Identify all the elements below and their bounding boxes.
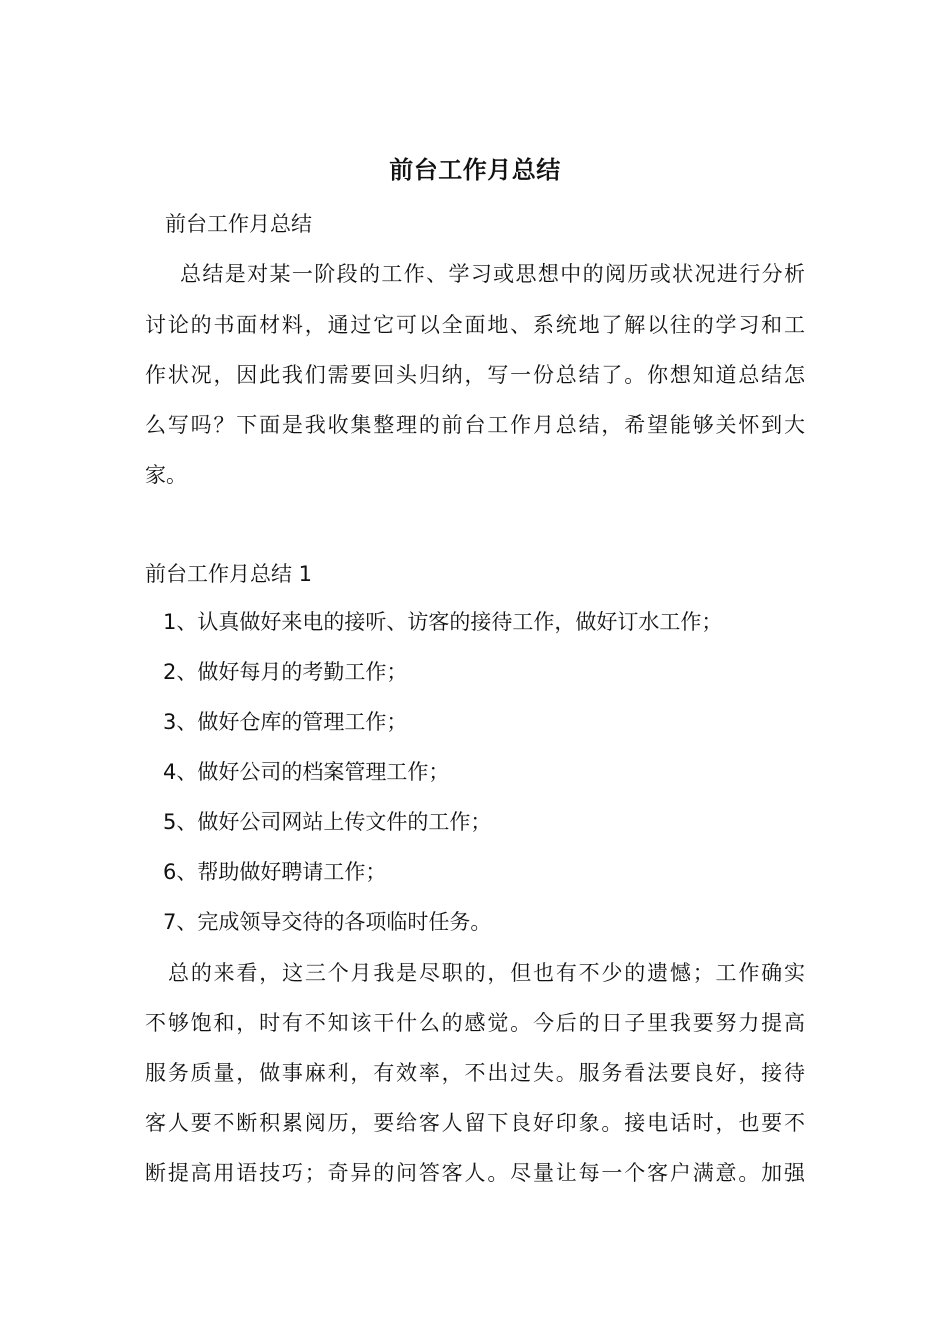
- intro-line: 么写吗？下面是我收集整理的前台工作月总结，希望能够关怀到大: [145, 413, 805, 437]
- document-title: 前台工作月总结: [389, 156, 561, 184]
- list-item: 5、做好公司网站上传文件的工作；: [163, 810, 492, 834]
- list-item: 4、做好公司的档案管理工作；: [163, 760, 450, 784]
- summary-line: 总的来看，这三个月我是尽职的，但也有不少的遗憾；工作确实: [168, 961, 805, 985]
- intro-line: 家。: [145, 463, 187, 487]
- summary-line: 服务质量，做事麻利，有效率，不出过失。服务看法要良好，接待: [145, 1061, 805, 1085]
- list-item: 7、完成领导交待的各项临时任务。: [163, 910, 492, 934]
- intro-line: 总结是对某一阶段的工作、学习或思想中的阅历或状况进行分析: [180, 262, 805, 286]
- list-item: 1、认真做好来电的接听、访客的接待工作，做好订水工作；: [163, 610, 723, 634]
- summary-line: 客人要不断积累阅历，要给客人留下良好印象。接电话时，也要不: [145, 1111, 805, 1135]
- list-item: 2、做好每月的考勤工作；: [163, 660, 408, 684]
- intro-line: 作状况，因此我们需要回头归纳，写一份总结了。你想知道总结怎: [145, 363, 805, 387]
- summary-line: 不够饱和，时有不知该干什么的感觉。今后的日子里我要努力提高: [145, 1011, 805, 1035]
- list-item: 3、做好仓库的管理工作；: [163, 710, 408, 734]
- intro-line: 讨论的书面材料，通过它可以全面地、系统地了解以往的学习和工: [145, 313, 805, 337]
- summary-line: 断提高用语技巧；奇异的问答客人。尽量让每一个客户满意。加强: [145, 1161, 805, 1185]
- list-item: 6、帮助做好聘请工作；: [163, 860, 387, 884]
- document-subtitle: 前台工作月总结: [165, 212, 312, 236]
- section-heading: 前台工作月总结 1: [145, 562, 313, 586]
